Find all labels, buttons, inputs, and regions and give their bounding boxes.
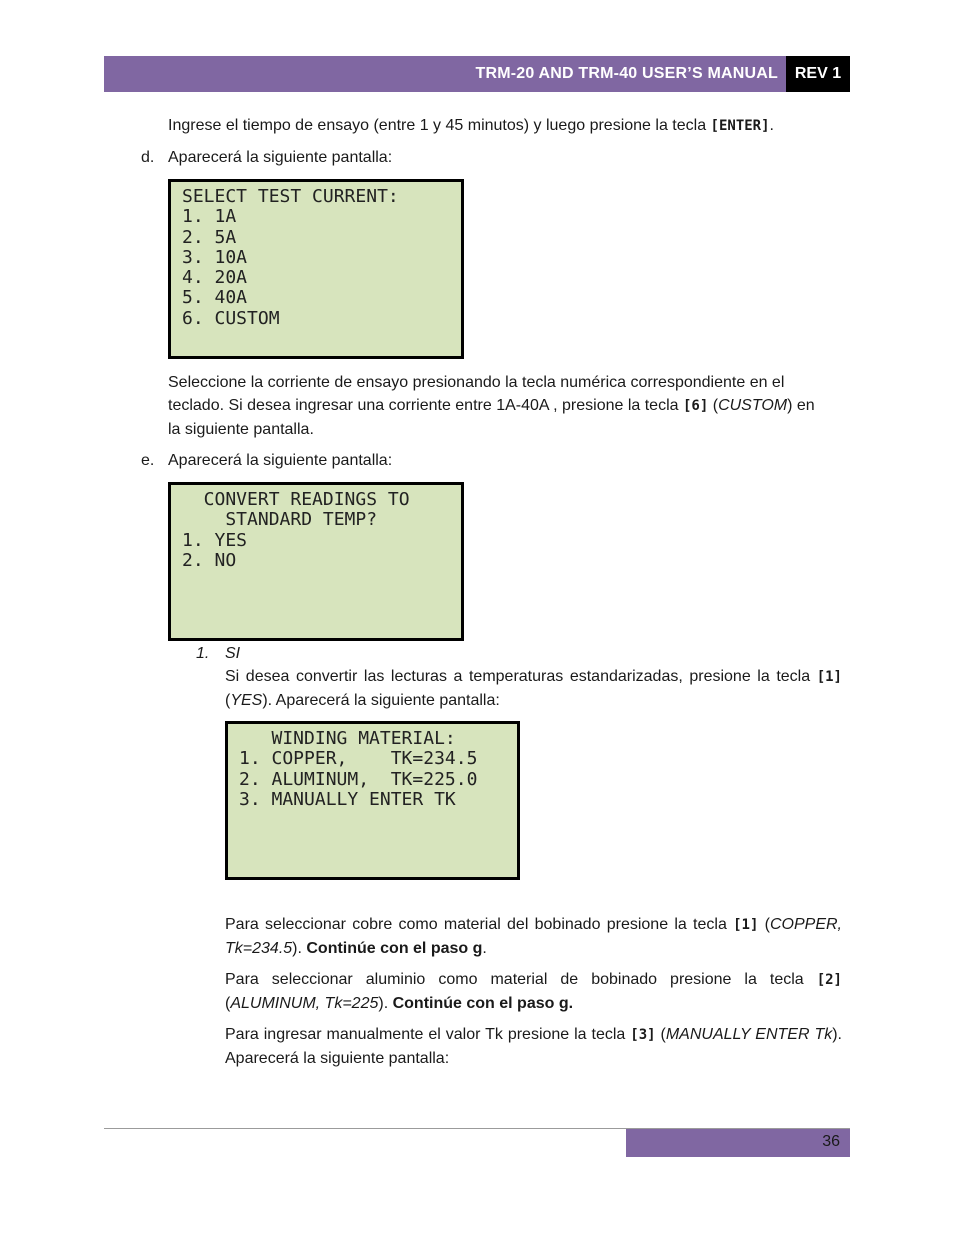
copper-paragraph — [225, 913, 842, 960]
sub-1-number: 1. — [196, 645, 210, 662]
yes-option-label: YES — [230, 692, 263, 709]
aluminum-option-label: ALUMINUM, Tk=225 — [230, 995, 379, 1012]
key-6-label: [6] — [682, 398, 709, 414]
convert-yes-text: Si desea convertir las lecturas a temperaturas estandarizadas, presione la tecla — [225, 668, 817, 685]
step-d-text: Aparecerá la siguiente pantalla: — [168, 149, 393, 166]
convert-yes-paragraph — [225, 665, 842, 712]
select-current-tail: ) en la siguiente pantalla. — [168, 397, 815, 438]
aluminum-text: Para seleccionar aluminio como material de bobinado presione la tecla — [225, 971, 817, 988]
lcd-line: 5. 40A — [182, 287, 248, 309]
paren-open: ( — [225, 995, 231, 1012]
continue-step-g: Continúe con el paso g. — [392, 995, 574, 1012]
key-1-label: [1] — [733, 917, 759, 933]
manual-tk-text: Para ingresar manualmente el valor Tk presione la tecla — [225, 1026, 631, 1043]
lcd-line: 1. YES — [182, 529, 248, 551]
copper-period: . — [482, 940, 487, 957]
manual-enter-option-label: MANUALLY ENTER Tk — [665, 1026, 833, 1043]
select-current-text: Seleccione la corriente de ensayo presionando la tecla numérica correspondiente en el teclado. Si desea ingresar una corriente entre 1A-40A , presione la tecla — [168, 374, 785, 414]
copper-text: Para seleccionar cobre como material del bobinado presione la tecla — [225, 916, 734, 933]
lcd-line: 2. NO — [182, 549, 237, 571]
page-number: 36 — [822, 1133, 840, 1150]
intro-text: Ingrese el tiempo de ensayo (entre 1 y 45 minutos) y luego presione la tecla — [168, 117, 711, 134]
revision-badge: REV 1 — [786, 56, 850, 92]
sub-1-title-text: SI — [225, 645, 241, 662]
lcd-line: 2. ALUMINUM, TK=225.0 — [239, 768, 478, 790]
intro-paragraph — [168, 114, 848, 138]
lcd-line: 4. 20A — [182, 267, 248, 289]
lcd-line: 2. 5A — [182, 226, 237, 248]
key-1-label: [1] — [816, 669, 842, 685]
lcd-screen-winding-material — [225, 721, 520, 880]
paren-close: ). — [378, 995, 393, 1012]
lcd-line: 3. MANUALLY ENTER TK — [239, 788, 456, 810]
lcd-line: WINDING MATERIAL: — [239, 728, 456, 749]
step-d-marker: d. — [141, 149, 155, 166]
convert-yes-tail: ). Aparecerá la siguiente pantalla: — [262, 692, 500, 709]
paren-open: ( — [225, 692, 231, 709]
paren-open: ( — [708, 397, 719, 414]
key-2-label: [2] — [816, 972, 842, 988]
lcd-line: 1. COPPER, TK=234.5 — [239, 748, 478, 770]
page-header — [104, 56, 850, 92]
sub-1-marker — [196, 642, 209, 665]
lcd-screen-convert-readings — [168, 482, 464, 641]
lcd-line: SELECT TEST CURRENT: — [182, 186, 399, 207]
manual-tk-tail: ). Aparecerá la siguiente pantalla: — [225, 1026, 842, 1067]
lcd-screen-test-current — [168, 179, 464, 359]
paren-open: ( — [655, 1026, 666, 1043]
lcd-line: 6. CUSTOM — [182, 307, 280, 329]
continue-step-g: Continúe con el paso g — [306, 940, 483, 957]
manual-tk-paragraph — [225, 1023, 842, 1070]
lcd-line: 3. 10A — [182, 246, 248, 268]
select-current-paragraph — [168, 371, 830, 441]
lcd-line: STANDARD TEMP? — [182, 509, 378, 531]
custom-option-label: CUSTOM — [718, 397, 788, 414]
step-e-marker: e. — [141, 452, 155, 469]
sub-1-title — [225, 642, 240, 665]
page-number-bar — [626, 1129, 850, 1157]
lcd-line: 1. 1A — [182, 206, 237, 228]
paren-open: ( — [758, 916, 770, 933]
aluminum-paragraph — [225, 968, 842, 1015]
lcd-line: CONVERT READINGS TO — [182, 489, 410, 510]
paren-close: ). — [292, 940, 307, 957]
manual-title: TRM-20 AND TRM-40 USER’S MANUAL — [475, 65, 778, 82]
enter-key-label: [ENTER] — [710, 118, 770, 134]
step-e-text: Aparecerá la siguiente pantalla: — [168, 452, 393, 469]
key-3-label: [3] — [630, 1027, 656, 1043]
copper-option-label: COPPER, Tk=234.5 — [225, 916, 842, 957]
intro-period: . — [769, 117, 774, 134]
